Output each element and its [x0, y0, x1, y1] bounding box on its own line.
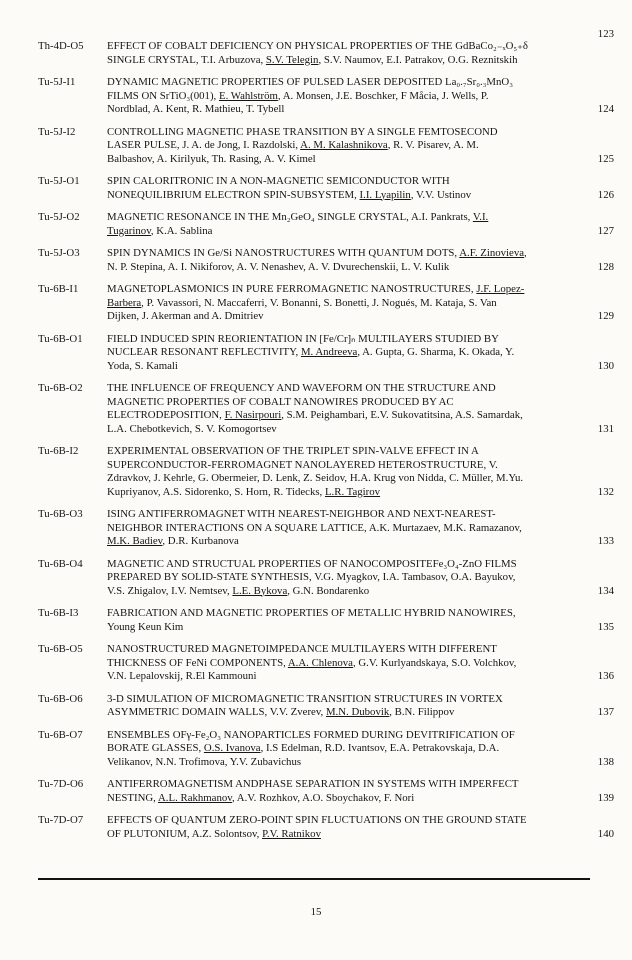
entry-text: ENSEMBLES OFγ-Fe₂O₃ NANOPARTICLES FORMED DURING DEVITRIFICATION OF BORATE GLASSES,: [107, 728, 515, 754]
underlined-author: L.R. Tagirov: [324, 485, 381, 498]
session-code: Tu-6B-O7: [38, 728, 83, 741]
toc-entry: [38, 643, 614, 684]
entry-text: , R. V. Pisarev, A. M. Balbashov, A. Kirilyuk, Th. Rasing, A. V. Kimel: [107, 139, 479, 165]
entry-text: EXPERIMENTAL OBSERVATION OF THE TRIPLET SPIN-VALVE EFFECT IN A SUPERCONDUCTOR-FERROMAGNET NANOLAYERED HETEROSTRUCTURE, V. Zdravkov, J. Kehrle, G. Obermeier, D. Lenk, Z. Seidov, H.A. Krug von Nidda, C. Müller, M.Yu. Kupriyanov, A.S. Sidorenko, S. Horn, R. Tidecks,: [107, 445, 524, 498]
underlined-author: M.N. Dubovik: [325, 706, 390, 718]
session-code: Tu-7D-O7: [38, 814, 84, 826]
entry-text: , S.M. Peighambari, E.V. Sukovatitsina, A.S. Samardak, L.A. Chebotkevich, S. V. Komogortsev: [107, 409, 523, 435]
entry-text: NANOSTRUCTURED MAGNETOIMPEDANCE MULTILAYERS WITH DIFFERENT THICKNESS OF FeNi COMPONENTS,: [107, 643, 497, 669]
underlined-author: M.K. Badiev: [107, 535, 163, 547]
underlined-author: A.F. Zinovieva: [459, 247, 525, 259]
entry-title: [107, 558, 528, 599]
entry-title: [107, 247, 528, 274]
entry-text: CONTROLLING MAGNETIC PHASE TRANSITION BY A SINGLE FEMTOSECOND LASER PULSE, J. A. de Jong, I. Razdolski,: [107, 125, 498, 151]
entry-title: [107, 211, 528, 238]
entry-page-number: 129: [597, 310, 614, 322]
entry-text: , B.N. Filippov: [389, 706, 455, 718]
entry-title: [107, 76, 528, 117]
underlined-author: A. M. Kalashnikova: [300, 139, 388, 151]
footer-rule: [38, 878, 590, 880]
entry-page-number: 125: [597, 152, 614, 165]
entry-page-number: 131: [597, 422, 614, 435]
entry-text: MAGNETIC RESONANCE IN THE Mn₂GeO₄ SINGLE CRYSTAL, A.I. Pankrats,: [107, 211, 473, 223]
entry-text: MAGNETIC AND STRUCTUAL PROPERTIES OF NANOCOMPOSITEFe₃O₄-ZnO FILMS PREPARED BY SOLID-STATE SYNTHESIS, V.G. Myagkov, I.A. Tambasov, O.A. Bayukov, V.S. Zhigalov, I.V. Nemtsev,: [107, 557, 517, 597]
toc-entry: [38, 211, 614, 238]
underlined-author: A.L. Rakhmanov: [158, 791, 232, 804]
underlined-author: I.I. Lyapilin: [359, 188, 411, 201]
underlined-author: M. Andreeva: [300, 346, 358, 358]
session-code: Tu-6B-I2: [38, 445, 79, 457]
toc-entry: [38, 333, 614, 374]
entry-text: EFFECT OF COBALT DEFICIENCY ON PHYSICAL PROPERTIES OF THE GdBaCo₂₋ₓO₅₊δ SINGLE CRYSTAL, T.I. Arbuzova,: [107, 40, 528, 66]
session-code: Tu-6B-O3: [38, 508, 83, 520]
entry-text: , A.V. Rozhkov, A.O. Sboychakov, F. Nori: [231, 791, 415, 804]
underlined-author: O.S. Ivanova: [203, 742, 261, 754]
entry-page-number: 123: [597, 28, 614, 40]
entry-page-number: 132: [597, 485, 614, 498]
entry-text: , K.A. Sablina: [150, 224, 213, 237]
session-code: Tu-6B-O4: [38, 557, 83, 570]
page-number: 15: [310, 906, 322, 918]
entry-page-number: 137: [597, 706, 614, 718]
entry-title: [107, 283, 528, 324]
entry-text: , V.V. Ustinov: [410, 188, 472, 201]
underlined-author: A.A. Chlenova: [287, 656, 353, 669]
session-code: Tu-5J-I1: [38, 76, 76, 88]
entry-title: [107, 382, 528, 436]
session-code: Tu-6B-O1: [38, 332, 83, 345]
toc-entry: [38, 814, 614, 841]
entry-text: FIELD INDUCED SPIN REORIENTATION IN [Fe/Cr]ₙ MULTILAYERS STUDIED BY NUCLEAR RESONANT REFLECTIVITY,: [107, 332, 499, 358]
entry-page-number: 134: [597, 584, 614, 597]
entry-title: [107, 814, 528, 841]
entry-text: , S.V. Naumov, E.I. Patrakov, O.G. Reznitskih: [318, 53, 518, 66]
entry-text: , A. Monsen, J.E. Boschker, F Måcia, J. Wells, P. Nordblad, A. Kent, R. Mathieu, T. Tybell: [107, 89, 489, 115]
toc-entry: [38, 247, 614, 274]
entry-text: DYNAMIC MAGNETIC PROPERTIES OF PULSED LASER DEPOSITED La₀.₇Sr₀.₃MnO₃ FILMS ON SrTiO₃(001),: [107, 76, 513, 102]
entry-page-number: 133: [597, 535, 614, 547]
entry-text: , N. P. Stepina, A. I. Nikiforov, A. V. Nenashev, A. V. Dvurechenskii, L. V. Kulik: [107, 247, 527, 273]
session-code: Tu-5J-O1: [38, 175, 80, 187]
entry-page-number: 126: [597, 188, 614, 201]
entry-title: [107, 333, 528, 374]
underlined-author: F. Nasirpouri: [224, 409, 282, 421]
session-code: Tu-7D-O6: [38, 778, 84, 790]
toc-entry: [38, 508, 614, 549]
toc-entry: [38, 175, 614, 202]
toc-entry: [38, 126, 614, 167]
entry-page-number: 127: [597, 224, 614, 237]
entry-page-number: 135: [597, 620, 614, 633]
entry-text: ISING ANTIFERROMAGNET WITH NEAREST-NEIGHBOR AND NEXT-NEAREST-NEIGHBOR INTERACTIONS ON A SQUARE LATTICE, A.K. Murtazaev, M.K. Ramazanov,: [107, 508, 522, 534]
entry-page-number: 138: [597, 755, 614, 768]
entry-text: SPIN DYNAMICS IN Ge/Si NANOSTRUCTURES WITH QUANTUM DOTS,: [107, 247, 460, 259]
toc-entry: [38, 778, 614, 805]
underlined-author: P.V. Ratnikov: [262, 827, 321, 840]
entry-text: EFFECTS OF QUANTUM ZERO-POINT SPIN FLUCTUATIONS ON THE GROUND STATE OF PLUTONIUM, A.Z. Solontsov,: [107, 814, 527, 840]
session-code: Tu-5J-O2: [38, 211, 80, 223]
entry-page-number: 124: [597, 103, 614, 115]
entry-text: MAGNETOPLASMONICS IN PURE FERROMAGNETIC NANOSTRUCTURES,: [107, 283, 477, 295]
toc-entry: [38, 283, 614, 324]
entry-title: [107, 508, 528, 549]
entry-page-number: 140: [597, 827, 614, 840]
entry-title: [107, 175, 528, 202]
entry-title: [107, 445, 528, 499]
entry-title: [107, 693, 528, 720]
toc-entry: [38, 729, 614, 770]
entry-page-number: 128: [597, 260, 614, 273]
entry-page-number: 130: [597, 359, 614, 372]
entry-title: [107, 643, 528, 684]
entry-text: , A. Gupta, G. Sharma, K. Okada, Y. Yoda, S. Kamali: [107, 346, 515, 372]
toc-entry: [38, 76, 614, 117]
entry-text: ANTIFERROMAGNETISM ANDPHASE SEPARATION IN SYSTEMS WITH IMPERFECT NESTING,: [107, 778, 519, 804]
toc-list: [38, 28, 614, 841]
entry-title: [107, 126, 528, 167]
entry-text: SPIN CALORITRONIC IN A NON-MAGNETIC SEMICONDUCTOR WITH NONEQUILIBRIUM ELECTRON SPIN-SUBSYSTEM,: [107, 175, 450, 201]
underlined-author: V.I. Tugarinov: [107, 211, 489, 237]
entry-text: , P. Vavassori, N. Maccaferri, V. Bonanni, S. Bonetti, J. Nogués, M. Kataja, S. Van Dijken, J. Akerman and A. Dmitriev: [107, 296, 497, 322]
entry-text: THE INFLUENCE OF FREQUENCY AND WAVEFORM ON THE STRUCTURE AND MAGNETIC PROPERTIES OF COBALT NANOWIRES PRODUCED BY AC ELECTRODEPOSITION,: [107, 382, 496, 421]
session-code: Tu-6B-O2: [38, 382, 83, 394]
entry-text: , D.R. Kurbanova: [162, 535, 239, 547]
entry-title: [107, 40, 528, 67]
session-code: Tu-6B-I1: [38, 283, 79, 295]
session-code: Tu-6B-O6: [38, 692, 83, 705]
toc-entry: [38, 445, 614, 499]
entry-page-number: 136: [597, 670, 614, 682]
toc-entry: [38, 28, 614, 67]
session-code: Tu-5J-O3: [38, 247, 80, 259]
session-code: Tu-6B-O5: [38, 643, 83, 655]
underlined-author: E. Wahlström: [218, 89, 278, 102]
entry-title: [107, 778, 528, 805]
entry-title: [107, 607, 528, 634]
entry-title: [107, 729, 528, 770]
session-code: Tu-5J-I2: [38, 125, 76, 138]
underlined-author: L.E. Bykova: [232, 584, 288, 597]
session-code: Tu-6B-I3: [38, 607, 79, 619]
underlined-author: S.V. Telegin: [265, 53, 319, 66]
toc-entry: [38, 558, 614, 599]
toc-entry: [38, 693, 614, 720]
session-code: Th-4D-O5: [38, 40, 84, 52]
entry-page-number: 139: [597, 791, 614, 804]
entry-text: , I.S Edelman, R.D. Ivantsov, E.A. Petrakovskaja, D.A. Velikanov, N.N. Trofimova, Y.V. Zubavichus: [107, 742, 500, 768]
entry-text: , G.N. Bondarenko: [287, 584, 370, 597]
entry-text: , G.V. Kurlyandskaya, S.O. Volchkov, V.N. Lepalovskij, R.El Kammouni: [107, 656, 517, 682]
entry-text: FABRICATION AND MAGNETIC PROPERTIES OF METALLIC HYBRID NANOWIRES, Young Keun Kim: [107, 607, 516, 633]
toc-entry: [38, 607, 614, 634]
underlined-author: J.F. Lopez-Barbera: [107, 283, 525, 309]
entry-text: 3-D SIMULATION OF MICROMAGNETIC TRANSITION STRUCTURES IN VORTEX ASYMMETRIC DOMAIN WALLS, V.V. Zverev,: [107, 692, 503, 718]
toc-entry: [38, 382, 614, 436]
